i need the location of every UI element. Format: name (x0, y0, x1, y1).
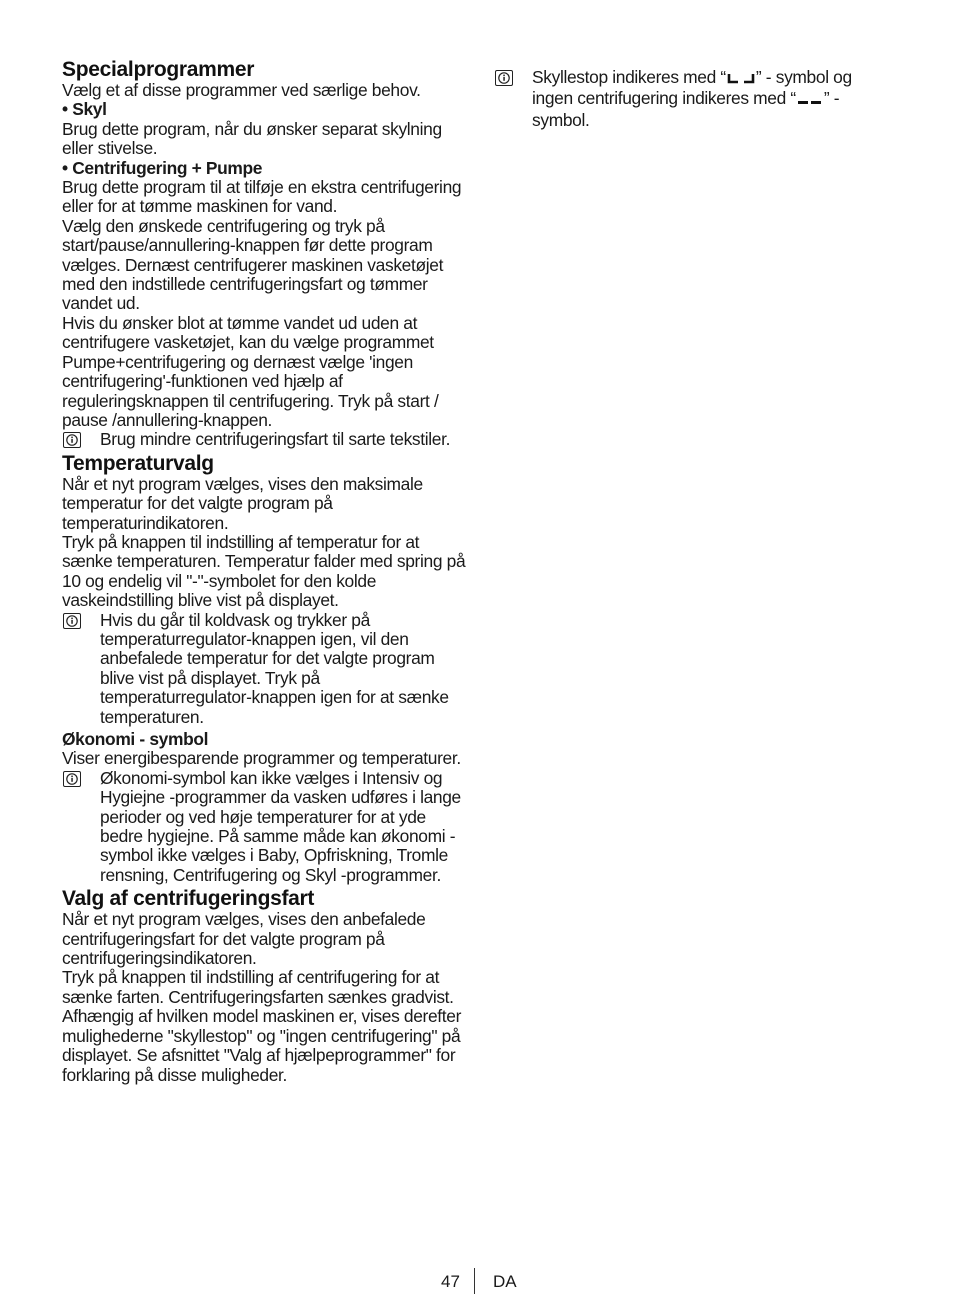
note-eco-text: Økonomi-symbol kan ikke vælges i Intensiv og Hygiejne -programmer da vasken udføres i lange perioder og ved høje temperaturer for at yde bedre hygiejne. På samme måde kan økonomi - symbol ikke vælges i Baby, Opfriskning, Tromle rensning, Centrifugering og Skyl -programmer. (100, 767, 461, 885)
rinse-hold-text-3: ” -symbol. (532, 88, 840, 130)
no-spin-symbol-icon (796, 91, 824, 110)
spin-text-2: Tryk på knappen til indstilling af centrifugering for at sænke farten. Centrifugeringsfarten sænkes gradvist. Afhængig af hvilken model maskinen er, vises derefter mulighederne "skyllestop" og "ingen centrifugering" på displayet. Se afsnittet "Valg af hjælpeprogrammer" for forklaring på disse muligheder. (62, 967, 462, 1085)
info-icon (495, 70, 513, 86)
footer-divider (474, 1268, 475, 1294)
temperature-text-2: Tryk på knappen til indstilling af temperatur for at sænke temperaturen. Temperatur falder med spring på 10 og endelig vil "-"-symbolet for den kolde vaskeindstilling blive vist på displayet. (62, 531, 466, 611)
centrifugering-pumpe-title: • Centrifugering + Pumpe (62, 157, 263, 178)
left-column (62, 58, 466, 1085)
language-code: DA (493, 1272, 517, 1291)
centrifugering-text-3: Hvis du ønsker blot at tømme vandet ud uden at centrifugere vasketøjet, kan du vælge programmet Pumpe+centrifugering og dernæst vælge 'ingen centrifugering'-funktionen ved hjælp af reguleringsknappen til centrifugering. Tryk på start / pause /annullering-knappen. (62, 312, 439, 430)
heading-spin-speed: Valg af centrifugeringsfart (62, 887, 315, 911)
skyl-text: Brug dette program, når du ønsker separat skylning eller stivelse. (62, 118, 442, 159)
rinse-hold-text-2: ” - symbol og ingen centrifugering indikeres med “ (532, 67, 852, 109)
info-icon (63, 613, 81, 629)
note-rinse-hold (494, 68, 894, 130)
rinse-hold-symbol-icon (726, 70, 756, 89)
page-number: 47 (441, 1272, 460, 1291)
info-icon (63, 432, 81, 448)
temperature-text-1: Når et nyt program vælges, vises den maksimale temperatur for det valgte program på temperaturindikatoren. (62, 473, 423, 533)
right-column (494, 68, 894, 130)
special-intro: Vælg et af disse programmer ved særlige behov. (62, 80, 421, 100)
heading-special-programs: Specialprogrammer (62, 58, 255, 81)
eco-symbol-title: Økonomi - symbol (62, 729, 209, 749)
note-spin-speed (62, 430, 466, 449)
rinse-hold-text-1: Skyllestop indikeres med “ (532, 67, 726, 87)
eco-symbol-text: Viser energibesparende programmer og temperaturer. (62, 748, 461, 769)
centrifugering-text-1: Brug dette program til at tilføje en ekstra centrifugering eller for at tømme maskinen for vand. (62, 177, 462, 217)
spin-text-1: Når et nyt program vælges, vises den anbefalede centrifugeringsfart for det valgte program på centrifugeringsindikatoren. (62, 909, 426, 969)
heading-temperature: Temperaturvalg (62, 451, 214, 475)
info-icon (63, 771, 81, 787)
skyl-title: • Skyl (62, 99, 107, 120)
note-spin-speed-text: Brug mindre centrifugeringsfart til sarte tekstiler. (100, 429, 451, 450)
centrifugering-text-2: Vælg den ønskede centrifugering og tryk på start/pause/annullering-knappen før dette program vælges. Dernæst centrifugerer maskinen vasketøjet med den indstillede centrifugeringsfart og tømmer vandet ud. (62, 215, 444, 314)
note-temperature-text: Hvis du går til koldvask og trykker på temperaturregulator-knappen igen, vil den anbefalede temperatur for det valgte program blive vist på displayet. Tryk på temperaturregulator-knappen igen for at sænke temperaturen. (100, 609, 449, 727)
note-temperature (62, 611, 466, 727)
note-eco (62, 769, 466, 885)
